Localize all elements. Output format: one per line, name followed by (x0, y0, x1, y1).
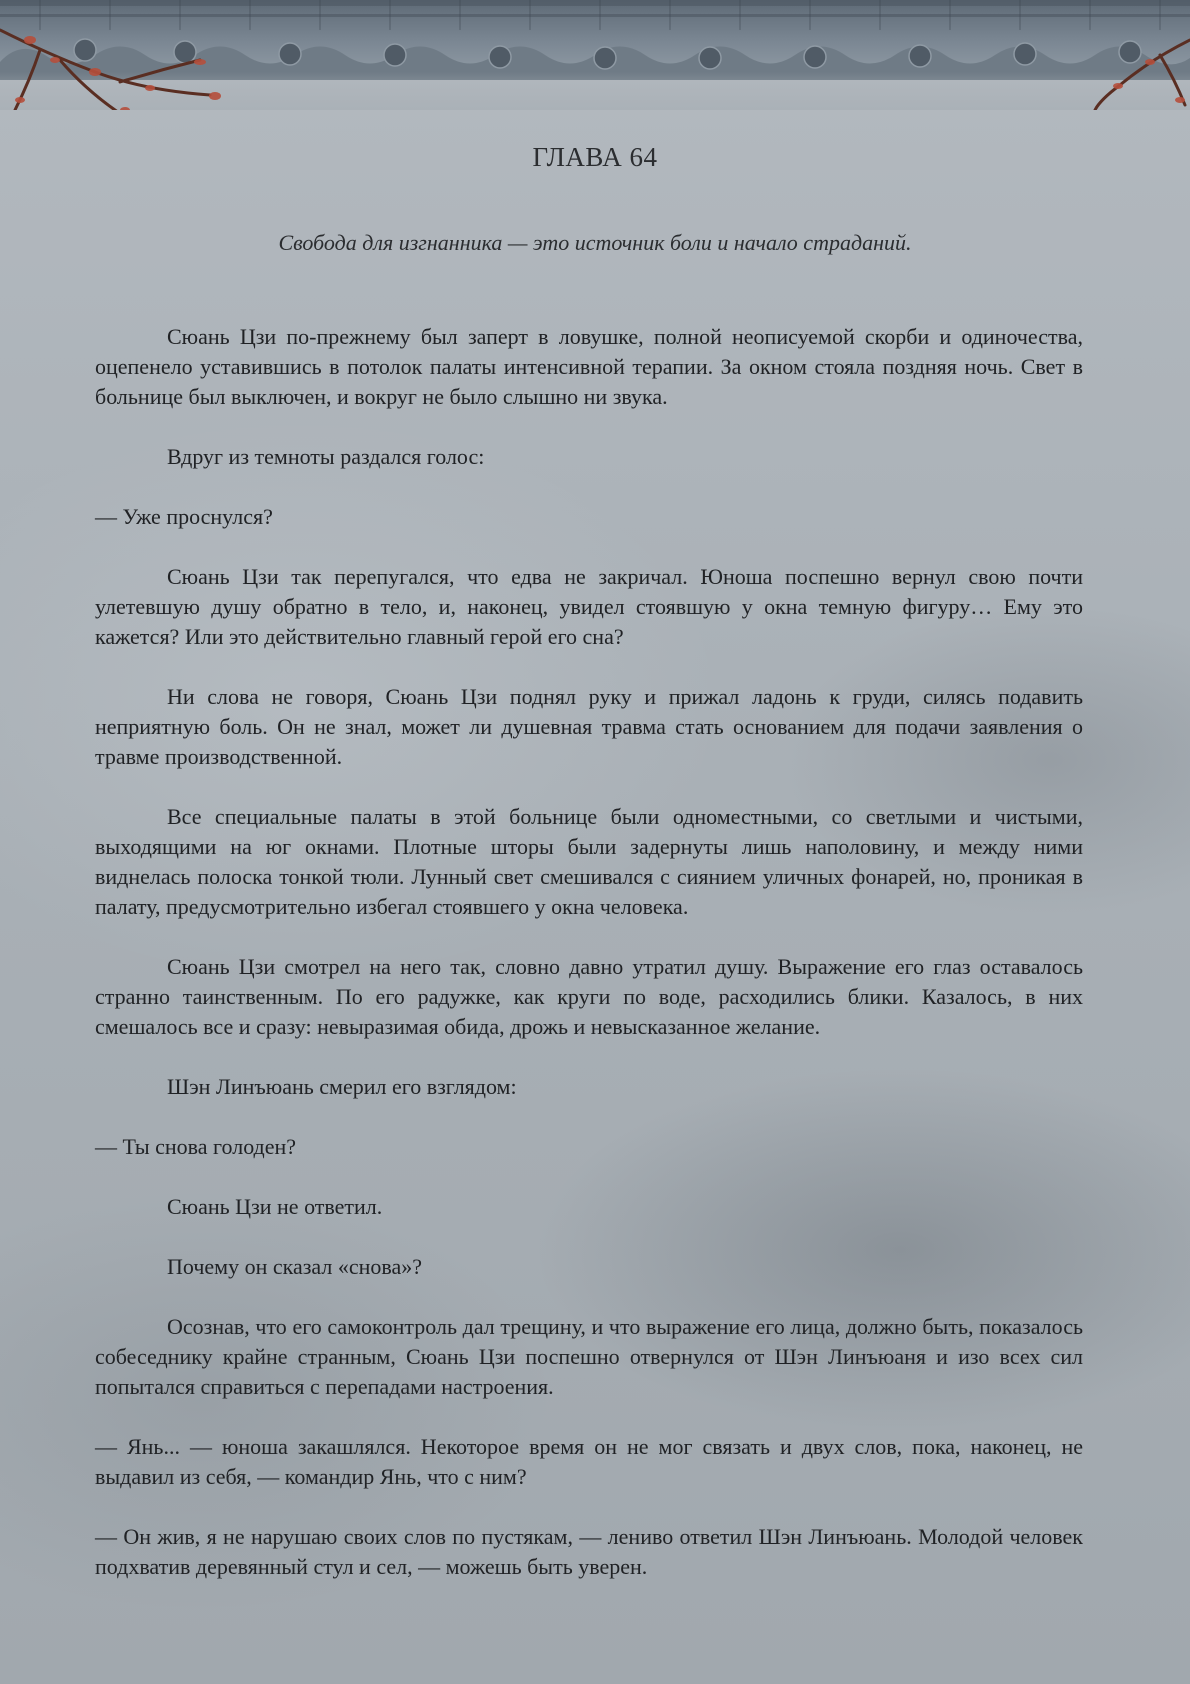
paragraph: Ни слова не говоря, Сюань Цзи поднял руку и прижал ладонь к груди, силясь подавить неприятную боль. Он не знал, может ли душевная травма стать основанием для подачи заявления о травме производственной. (95, 684, 1083, 769)
roof-tile-border (0, 0, 1190, 110)
chapter-title: ГЛАВА 64 (532, 142, 658, 172)
paragraph: Шэн Линъюань смерил его взглядом: (167, 1074, 517, 1099)
chapter-epigraph: Свобода для изгнанника — это источник боли и начало страданий. (278, 230, 912, 255)
dialog-line: — Янь... — юноша закашлялся. Некоторое время он не мог связать и двух слов, пока, наконец, не выдавил из себя, — командир Янь, что с ним? (95, 1434, 1083, 1489)
paragraph: Сюань Цзи не ответил. (167, 1194, 383, 1219)
dialog-line: — Уже проснулся? (95, 504, 273, 529)
paragraph: Почему он сказал «снова»? (167, 1254, 423, 1279)
paragraph: Осознав, что его самоконтроль дал трещину, и что выражение его лица, должно быть, показалось собеседнику крайне странным, Сюань Цзи поспешно отвернулся от Шэн Линъюаня и изо всех сил попытался справиться с перепадами настроения. (95, 1314, 1083, 1399)
paragraph: Сюань Цзи смотрел на него так, словно давно утратил душу. Выражение его глаз оставалось странно таинственным. По его радужке, как круги по воде, расходились блики. Казалось, в них смешалось все и сразу: невыразимая обида, дрожь и невысказанное желание. (95, 954, 1083, 1039)
dialog-line: — Ты снова голоден? (95, 1134, 297, 1159)
paragraph: Все специальные палаты в этой больнице были одноместными, со светлыми и чистыми, выходящими на юг окнами. Плотные шторы были задернуты лишь наполовину, и между ними виднелась полоска тонкой тюли. Лунный свет смешивался с сиянием уличных фонарей, но, проникая в палату, предусмотрительно избегал стоявшего у окна человека. (95, 804, 1083, 919)
dialog-line: — Он жив, я не нарушаю своих слов по пустякам, — лениво ответил Шэн Линъюань. Молодой человек подхватив деревянный стул и сел, — можешь быть уверен. (95, 1524, 1083, 1579)
paragraph: Сюань Цзи по-прежнему был заперт в ловушке, полной неописуемой скорби и одиночества, оцепенело уставившись в потолок палаты интенсивной терапии. За окном стояла поздняя ночь. Свет в больнице был выключен, и вокруг не было слышно ни звука. (95, 324, 1083, 409)
paragraph: Вдруг из темноты раздался голос: (167, 444, 485, 469)
chapter-body (95, 322, 1083, 1612)
paragraph: Сюань Цзи так перепугался, что едва не закричал. Юноша поспешно вернул свою почти улетевшую душу обратно в тело, и, наконец, увидел стоявшую у окна темную фигуру… Ему это кажется? Или это действительно главный герой его сна? (95, 564, 1083, 649)
